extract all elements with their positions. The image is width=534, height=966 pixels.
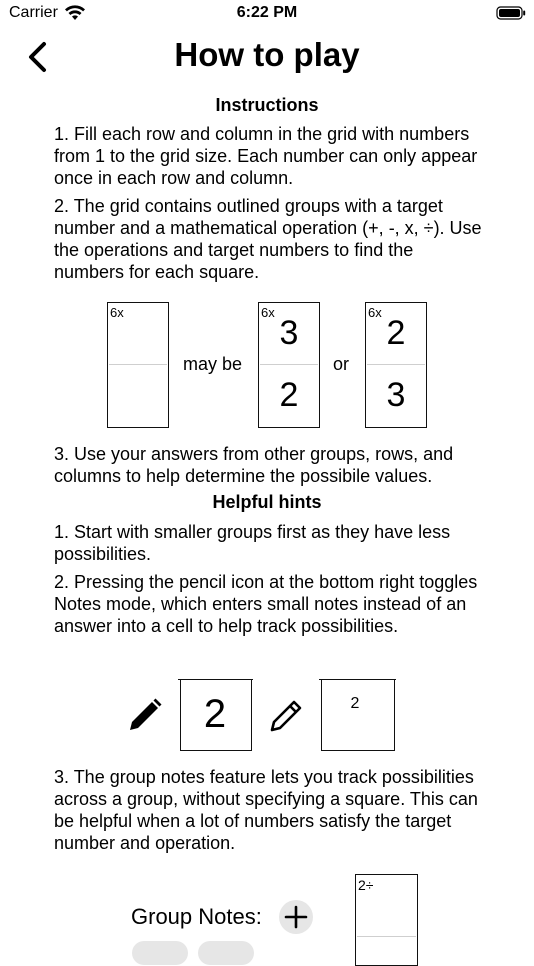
cage-label: 2÷	[358, 877, 374, 893]
instruction-step-1: 1. Fill each row and column in the grid with numbers from 1 to the grid size. Each number can only appear once in each row and column.	[54, 124, 478, 188]
add-group-note-button[interactable]	[279, 900, 313, 934]
may-be-text: may be	[183, 354, 243, 374]
option-a-bottom-digit: 2	[279, 376, 299, 414]
plus-icon	[279, 900, 313, 934]
group-note-chip[interactable]	[198, 941, 254, 965]
hint-3: 3. The group notes feature lets you track possibilities across a group, without specifying a square. This can be helpful when a lot of numbers satisfy the target number and operation.	[54, 767, 478, 853]
option-b-bottom-digit: 3	[386, 376, 406, 414]
or-text: or	[333, 354, 350, 374]
answer-digit: 2	[203, 692, 227, 736]
pencil-outline-icon	[268, 696, 306, 734]
cage-label: 6x	[368, 305, 382, 320]
battery-icon	[496, 5, 526, 21]
group-notes-label: Group Notes:	[131, 904, 262, 929]
cell-divider	[367, 364, 425, 365]
option-b-top-digit: 2	[386, 314, 406, 352]
status-bar	[0, 0, 534, 28]
group-note-chip[interactable]	[132, 941, 188, 965]
hint-2: 2. Pressing the pencil icon at the bottom right toggles Notes mode, which enters small notes instead of an answer into a cell to help track possibilities.	[54, 572, 478, 636]
hint-1: 1. Start with smaller groups first as they have less possibilities.	[54, 522, 451, 564]
cage-label: 6x	[110, 305, 124, 320]
instruction-step-3: 3. Use your answers from other groups, rows, and columns to help determine the possibile values.	[54, 444, 454, 486]
hints-heading: Helpful hints	[212, 492, 322, 512]
cell-divider	[109, 364, 167, 365]
instruction-step-2: 2. The grid contains outlined groups with a target number and a mathematical operation (+, -, x, ÷). Use the operations and target numbers to find the numbers for each square.	[54, 196, 482, 282]
page-title: How to play	[174, 36, 360, 73]
note-cell	[321, 679, 395, 751]
cage-label: 6x	[261, 305, 275, 320]
pencil-filled-icon	[126, 696, 164, 734]
carrier-label: Carrier	[9, 4, 58, 21]
instructions-heading: Instructions	[215, 95, 319, 115]
cell-divider	[260, 364, 318, 365]
option-a-top-digit: 3	[279, 314, 299, 352]
cell-divider	[357, 936, 416, 937]
empty-cage	[107, 302, 169, 428]
status-time: 6:22 PM	[236, 4, 298, 21]
note-digit: 2	[350, 695, 360, 712]
